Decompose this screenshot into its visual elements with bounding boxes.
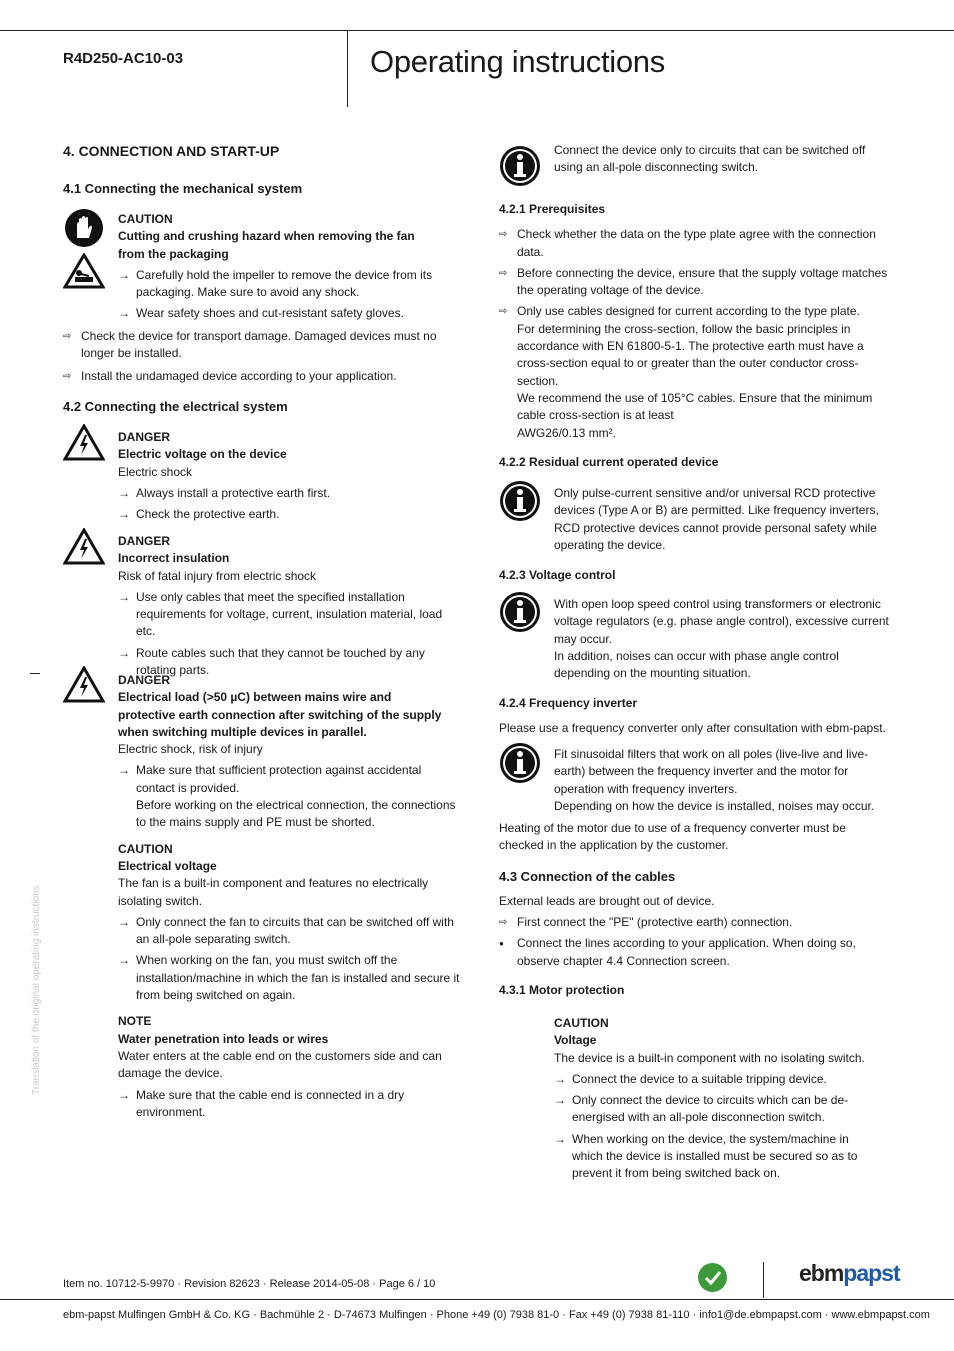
paragraph: External leads are brought out of device. [499,893,715,908]
bullet-arrow-icon: ⇨ [63,331,72,342]
subsection-heading: 4.1 Connecting the mechanical system [63,181,303,197]
list-item: ⇨ First connect the "PE" (protective earth) connection. [499,914,889,931]
subsection-heading: 4.2.4 Frequency inverter [499,696,638,710]
bullet-arrow-icon: ⇨ [63,370,72,382]
info-icon [499,480,541,522]
caution-subtitle: Electrical voltage [118,858,217,873]
list-item: ⇨ Check the device for transport damage. Damaged devices must no longer be installed. [63,329,437,361]
info-text: Only pulse-current sensitive and/or universal RCD protective devices (Type A or B) are permitted. Like frequency inverters, RCD protective devices cannot provide personal safety while operating the device. [554,486,879,552]
arrow-icon: → [118,267,130,282]
info-text: With open loop speed control using transformers or electronic voltage regulators (e.g. phase angle control), excessive current may occur. In addition, noises can occur with phase angle control depending on the mounting situation. [554,597,889,681]
bullet-arrow-icon: ⇨ [499,267,508,279]
caution-description: The fan is a built-in component and features no electrically isolating switch. [118,876,429,908]
danger-label: DANGER [118,673,171,687]
subsection-heading: 4.2.2 Residual current operated device [499,454,719,469]
note-subtitle: Water penetration into leads or wires [118,1031,329,1046]
list-item: ● Connect the lines according to your application. When doing so, observe chapter 4.4 Connection screen. [499,936,856,968]
danger-label: DANGER [118,534,171,548]
caution-label: CAUTION [118,212,173,226]
arrow-icon: → [118,953,130,968]
subsection-heading: 4.2 Connecting the electrical system [63,399,288,414]
bullet-arrow-icon: ⇨ [499,306,508,318]
prerequisites-block [499,201,889,471]
action-step: → Route cables such that they cannot be touched by any rotating parts. [118,645,425,678]
arrow-icon: → [554,1071,566,1086]
caution-subtitle: Cutting and crushing hazard when removing the fan [118,229,415,244]
danger-subtitle: Electric voltage on the device [118,447,287,462]
caution-block-mechanical [118,211,458,323]
arrow-icon: → [118,485,130,500]
greentech-logo [697,1262,728,1293]
bullet-arrow-icon: ⇨ [499,917,508,929]
side-note: Translation of the original operating instructions [31,885,42,1095]
left-column [63,143,463,198]
arrow-icon: → [118,306,130,321]
arrow-icon: → [118,589,130,604]
arrow-icon: → [554,1131,566,1146]
paragraph: Please use a frequency converter only after consultation with ebm-papst. [499,721,886,736]
action-step: → When working on the fan, you must switch off the installation/machine in which the fan is installed and secure it from being switched on again. [118,953,460,1003]
footer-divider [763,1262,764,1298]
info-text: Fit sinusoidal filters that work on all poles (live-live and live-earth) between the frequency inverter and the motor for operation with frequency inverters. Depending on how the device is installed, noises may occur. [554,747,875,813]
action-step: → Make sure that sufficient protection against accidental contact is provided. Before working on the electrical connection, the connections to the mains supply and PE must be shorted. [118,763,456,830]
list-item: ⇨ Check whether the data on the type plate agree with the connection data. [499,227,876,259]
model-number: R4D250-AC10-03 [63,50,184,67]
action-step: → Use only cables that meet the specified installation requirements for voltage, current, insulation material, load etc. [118,589,443,639]
subsection-heading: 4.3.1 Motor protection [499,983,625,998]
danger-block-voltage [118,429,463,523]
electric-hazard-icon [63,666,105,703]
danger-block-electrical-load [118,672,463,1121]
info-icon [499,145,541,187]
action-step: → Only connect the fan to circuits that can be switched off with an all-pole separating switch. [118,914,454,947]
electric-hazard-icon [63,528,105,565]
danger-description: Electric shock [118,464,193,479]
arrow-icon: → [118,1087,130,1102]
section-heading: 4. CONNECTION AND START-UP [63,143,280,159]
document-info: Item no. 10712-5-9970 · Revision 82623 · Release 2014-05-08 · Page 6 / 10 [63,1278,436,1290]
paragraph: Heating of the motor due to use of a frequency converter must be checked in the application by the customer. [499,821,846,853]
caution-label: CAUTION [118,841,173,856]
action-step: → Make sure that the cable end is connected in a dry environment. [118,1087,405,1119]
note-label: NOTE [118,1014,152,1029]
caution-label: CAUTION [554,1016,609,1030]
header-rule-top [0,30,954,31]
frequency-inverter-block [499,695,889,738]
arrow-icon: → [118,914,130,929]
note-description: Water enters at the cable end on the customers side and can damage the device. [118,1048,442,1081]
margin-tick [30,673,40,674]
action-step: → Check the protective earth. [118,506,463,523]
company-logo: ebmpapst [799,1260,900,1286]
arrow-icon: → [554,1093,566,1108]
cables-block [499,820,889,999]
footer-rule [0,1299,954,1300]
info-text: Connect the device only to circuits that can be switched off using an all-pole disconnecting switch. [554,143,866,175]
header-divider [347,30,348,107]
info-icon [499,742,541,784]
list-item: ⇨ Install the undamaged device according to your application. [63,368,448,385]
company-address: ebm-papst Mulfingen GmbH & Co. KG · Bachmühle 2 · D-74673 Mulfingen · Phone +49 (0) 7938 81-0 · Fax +49 (0) 7938 81-110 · info1@de.ebmpapst.com · www.ebmpapst.com [63,1309,930,1321]
arrow-icon: → [118,645,130,660]
danger-description: Electric shock, risk of injury [118,742,263,757]
list-item: ⇨ Before connecting the device, ensure that the supply voltage matches the operating voltage of the device. [499,265,888,298]
caution-subtitle: from the packaging [118,246,229,261]
action-step: → Connect the device to a suitable tripping device. [554,1071,874,1088]
danger-block-insulation [118,533,463,679]
info-icon [499,591,541,633]
transport-check-list [63,328,448,385]
caution-subtitle: Voltage [554,1033,597,1048]
action-step: → Wear safety shoes and cut-resistant safety gloves. [118,305,458,322]
arrow-icon: → [118,507,130,522]
danger-subtitle: Incorrect insulation [118,551,230,566]
action-step: → Only connect the device to circuits which can be de-energised with an all-pole disconnection switch. [554,1093,849,1125]
gloves-icon [64,208,104,248]
subsection-heading: 4.3 Connection of the cables [499,868,676,884]
crush-hazard-icon [63,253,105,289]
danger-subtitle: when switching multiple devices in parallel. [118,724,367,739]
danger-subtitle: protective earth connection after switching of the supply [118,707,442,722]
action-step: → Always install a protective earth first. [118,485,463,502]
subsection-heading: 4.2.3 Voltage control [499,568,616,582]
bullet-arrow-icon: ⇨ [499,229,508,241]
action-step: → Carefully hold the impeller to remove the device from its packaging. Make sure to avoid any shock. [118,267,433,300]
list-item: ⇨ Only use cables designed for current according to the type plate. For determining the cross-section, follow the basic principles in accordance with EN 61800-5-1. The protective earth must have a cross-section equal to or greater than the outer conductor cross-section. We recommend the use of 105°C cables. Ensure that the minimum cable cross-section is at least AWG26/0.13 mm². [499,304,873,440]
bullet-dot-icon: ● [499,939,504,949]
caution-block-motor [554,1015,874,1183]
action-step: → When working on the device, the system/machine in which the device is installed must be secured so as to prevent it from being switched back on. [554,1131,858,1181]
danger-subtitle: Electrical load (>50 µC) between mains wire and [118,690,392,705]
caution-description: The device is a built-in component with no isolating switch. [554,1050,865,1065]
danger-label: DANGER [118,430,171,444]
subsection-heading: 4.2.1 Prerequisites [499,202,606,216]
danger-description: Risk of fatal injury from electric shock [118,568,317,583]
arrow-icon: → [118,763,130,778]
page-title: Operating instructions [370,44,665,79]
electric-hazard-icon [63,424,105,461]
